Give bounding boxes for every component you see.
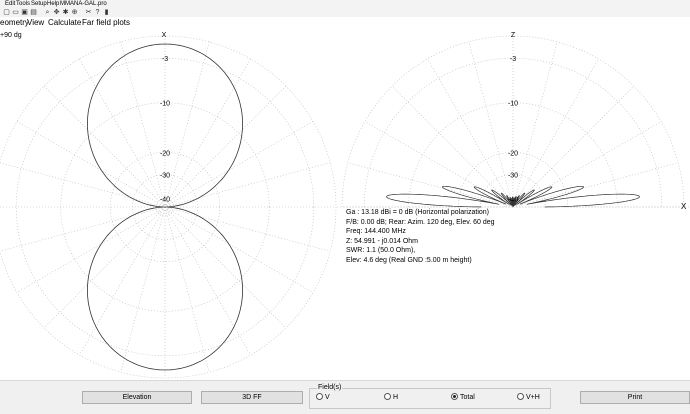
zoom-icon[interactable]: ⊕ [71, 9, 78, 16]
ring-label: -10 [507, 100, 519, 108]
ring-label: -30 [159, 172, 171, 180]
radio-h[interactable] [384, 393, 398, 402]
radio-v-plus-h-dot [517, 393, 524, 400]
azimuth-plot [0, 32, 336, 378]
menu-help[interactable]: Help [47, 1, 60, 7]
move-icon[interactable]: ✥ [53, 9, 60, 16]
elevation-plot [337, 32, 689, 211]
frequency-text: Freq: 144.400 MHz [346, 228, 406, 236]
grid-spoke [428, 59, 514, 207]
radio-total[interactable] [451, 393, 475, 402]
elevation-axis-right-label: X [681, 202, 687, 211]
radio-h-label: H [393, 394, 399, 401]
radio-v-dot [316, 393, 323, 400]
radio-v[interactable] [316, 393, 330, 402]
elevation-button[interactable]: Elevation [82, 391, 192, 404]
radio-total-label: Total [460, 394, 475, 401]
ring-label: -20 [159, 150, 171, 158]
new-file-icon[interactable]: ▢ [3, 9, 10, 16]
ring-label: -3 [161, 56, 169, 64]
ring-label: -3 [509, 56, 517, 64]
far-field-plots-svg [0, 29, 690, 380]
ring-label: -20 [507, 150, 519, 158]
bottom-bar [0, 380, 690, 414]
fields-group [309, 388, 551, 409]
radio-v-plus-h[interactable] [517, 393, 540, 402]
search-icon[interactable]: ⌕ [45, 9, 50, 16]
azimuth-axis-top-label: X [161, 32, 167, 39]
ring-label: -40 [159, 196, 171, 204]
help-icon[interactable]: ? [95, 9, 100, 16]
elevation-text: Elev: 4.6 deg (Real GND :5.00 m height) [346, 256, 472, 264]
menu-bar [0, 0, 690, 8]
azimuth-corner-label: +90 dg [0, 32, 22, 39]
grid-spoke [348, 163, 513, 207]
save-icon[interactable]: ▣ [21, 9, 28, 16]
grid-spoke [365, 122, 513, 208]
settings-icon[interactable]: ✱ [62, 9, 69, 16]
grid-spoke [469, 42, 513, 207]
radio-h-dot [384, 393, 391, 400]
menu-setup[interactable]: Setup [31, 1, 47, 7]
open-icon[interactable]: ▭ [12, 9, 19, 16]
toolbar [0, 8, 690, 17]
elevation-axis-top-label: Z [510, 32, 516, 39]
window-title: MMANA-GAL.pro [60, 1, 107, 7]
grid-spoke [513, 122, 661, 208]
print-icon[interactable]: ▤ [30, 9, 37, 16]
tab-calculate[interactable]: Calculate [48, 18, 82, 27]
plot-area [0, 29, 690, 380]
tab-geometry[interactable]: eometry [0, 18, 29, 27]
fields-label: Field(s) [318, 384, 342, 391]
gain-text: Ga : 13.18 dBi = 0 dB (Horizontal polarization) [346, 209, 489, 216]
disk-icon[interactable]: ▮ [104, 9, 109, 16]
grid-spoke [513, 163, 678, 207]
tab-view[interactable]: View [27, 18, 45, 27]
elevation-ring-labels [508, 56, 518, 203]
tab-far-field-plots[interactable]: Far field plots [82, 18, 131, 27]
swr-text: SWR: 1.1 (50.0 Ohm), [346, 247, 416, 255]
ring-label: -10 [159, 100, 171, 108]
print-button[interactable]: Print [580, 391, 690, 404]
ring-label: -40 [507, 196, 519, 204]
grid-spoke [513, 42, 557, 207]
impedance-text: Z: 54.991 - j0.014 Ohm [346, 237, 418, 245]
3d-ff-button[interactable]: 3D FF [201, 391, 303, 404]
grid-spoke [513, 59, 599, 207]
front-back-text: F/B: 0.00 dB; Rear: Azim. 120 deg, Elev. 60 deg [346, 218, 495, 226]
menu-edit[interactable]: Edit [5, 1, 16, 7]
tools-icon[interactable]: ✂ [85, 9, 92, 16]
tab-bar [0, 17, 690, 29]
ring-label: -30 [507, 172, 519, 180]
radio-total-dot [451, 393, 458, 400]
menu-tools[interactable]: Tools [16, 1, 31, 7]
pattern-info [346, 208, 495, 266]
radio-v-plus-h-label: V+H [526, 394, 540, 401]
radio-v-label: V [325, 394, 330, 401]
